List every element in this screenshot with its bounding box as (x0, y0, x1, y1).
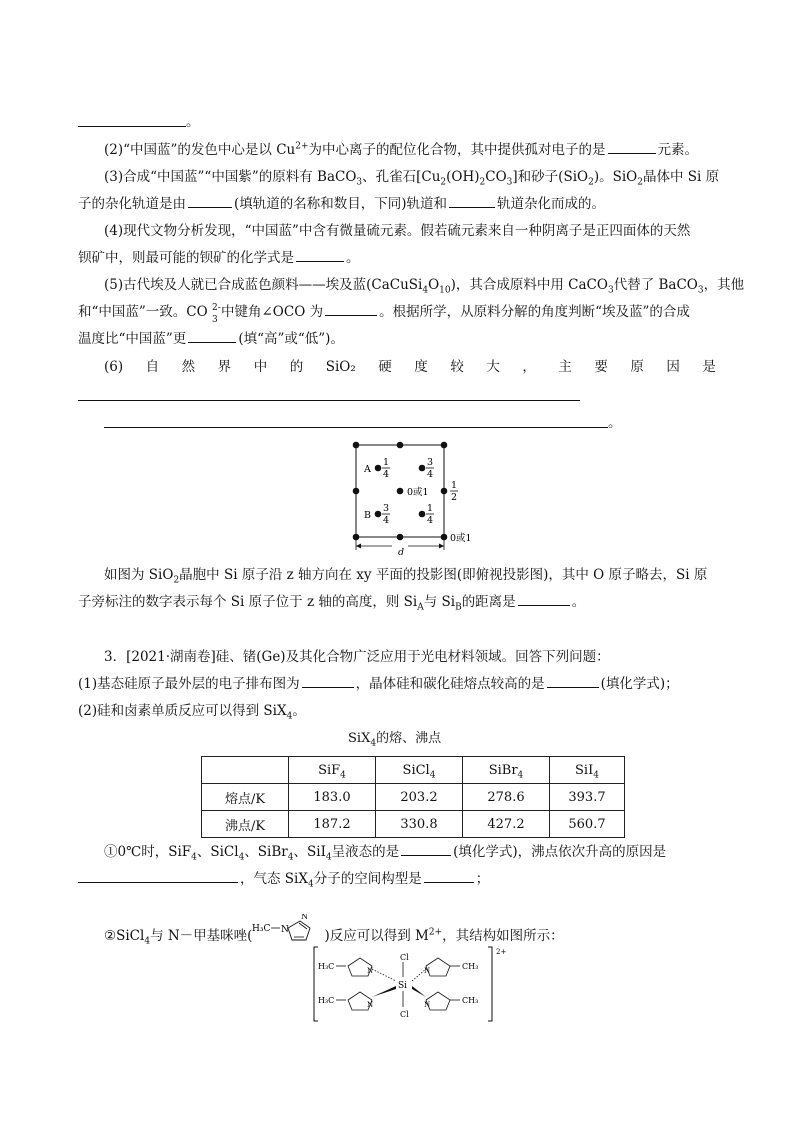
question-2-3-line2: 子的杂化轨道是由 (填轨道的名称和数目，下同)轨道和 轨道杂化而成的。 (78, 196, 606, 212)
question-2-5-line2: 和“中国蓝”一致。CO 2- 3 中键角∠OCO 为 。根据所学，从原料分解的角度判断“埃及蓝”的合成 (78, 303, 690, 325)
question-2-4-line1: (4)现代文物分析发现，“中国蓝”中含有微量硫元素。假若硫元素来自一种阴离子是正四面体的天然 (104, 223, 691, 239)
svg-text:1: 1 (426, 503, 434, 514)
svg-text:2: 2 (450, 492, 458, 503)
text-period: 。 (608, 415, 622, 431)
table-row (202, 784, 625, 811)
question-3-2-sub1-line1: ①0℃时，SiF$_4$、SiCl$_4$、SiBr$_4$、SiI$_4$呈液态的是 (填化学式)，沸点依次升高的原因是 (104, 844, 667, 863)
answer-blank[interactable] (608, 141, 656, 154)
answer-blank[interactable] (78, 870, 238, 883)
row-label: 沸点/K (202, 811, 289, 838)
svg-text:1: 1 (382, 457, 390, 468)
table-cell: 560.7 (550, 811, 625, 838)
table-cell: 203.2 (376, 784, 463, 811)
table-corner-cell (202, 757, 289, 784)
sio2-projection-figure (340, 434, 480, 559)
si-atom (397, 442, 404, 449)
question-2-6: (6) 自 然 界 中 的 SiO₂ 硬 度 较 大 ， 主 要 原 因 是 (104, 359, 716, 375)
svg-text:4: 4 (382, 469, 390, 480)
si-atom-a (375, 465, 382, 472)
svg-text:N: N (367, 1001, 374, 1009)
svg-text:0或1: 0或1 (450, 533, 472, 544)
question-2-4-line2: 钡矿中，则最可能的钡矿的化学式是 。 (78, 250, 360, 266)
si-atom (441, 442, 448, 449)
svg-text:3: 3 (426, 457, 434, 468)
table-header: SiF$_4$ (289, 757, 376, 784)
table-cell: 278.6 (463, 784, 550, 811)
svg-text:N: N (301, 914, 309, 921)
svg-text:1: 1 (450, 480, 458, 491)
svg-text:d: d (398, 547, 405, 558)
svg-text:CH₃: CH₃ (462, 996, 479, 1005)
si-atom (353, 442, 360, 449)
svg-text:N: N (424, 967, 431, 975)
si-atom-b (375, 511, 382, 518)
n-methylimidazole-structure (252, 914, 324, 948)
table-cell: 393.7 (550, 784, 625, 811)
answer-blank[interactable] (449, 195, 495, 208)
answer-blank-line[interactable] (78, 126, 186, 127)
svg-text:Si: Si (398, 981, 408, 991)
answer-blank[interactable] (547, 675, 599, 688)
text-period: 。 (186, 114, 200, 130)
answer-blank[interactable] (424, 870, 474, 883)
svg-text:4: 4 (426, 515, 434, 526)
svg-text:0或1: 0或1 (407, 487, 429, 498)
svg-text:Cl: Cl (400, 953, 409, 962)
question-2-5-line1: (5)古代埃及人就已合成蓝色颜料——埃及蓝$(CaCuSi_4O_{10})$，其合成原料中用 CaCO$_3$代替了 BaCO$_3$，其他 (104, 277, 745, 296)
svg-text:4: 4 (426, 469, 434, 480)
answer-blank[interactable] (296, 249, 344, 262)
si-atom (441, 534, 448, 541)
answer-blank[interactable] (188, 195, 232, 208)
row-label: 熔点/K (202, 784, 289, 811)
question-3-1: (1)基态硅原子最外层的电子排布图为 ，晶体硅和碳化硅熔点较高的是 (填化学式)； (78, 676, 679, 692)
svg-text:CH₃: CH₃ (462, 962, 479, 971)
svg-text:2+: 2+ (496, 948, 507, 956)
si-atom (397, 488, 404, 495)
table-header: SiCl$_4$ (376, 757, 463, 784)
question-2-2: (2)“中国蓝”的发色中心是以 $Cu^{2+}$为中心离子的配位化合物，其中提供孤对电子的是 元素。 (104, 141, 699, 158)
table-cell: 330.8 (376, 811, 463, 838)
si-atom (419, 511, 426, 518)
m2-complex-structure (312, 945, 512, 1023)
table-header: SiBr$_4$ (463, 757, 550, 784)
table-header-row (202, 757, 625, 784)
label-b: B (364, 510, 371, 521)
si-atom (353, 534, 360, 541)
svg-text:N: N (367, 967, 374, 975)
table-caption: SiX$_4$的熔、沸点 (348, 731, 442, 749)
question-3-heading: 3．[2021·湖南卷]硅、锗(Ge)及其化合物广泛应用于光电材料领域。回答下列问题： (104, 649, 610, 665)
answer-blank[interactable] (518, 593, 570, 606)
six4-melting-boiling-table (201, 756, 625, 838)
label-a: A (364, 464, 371, 475)
svg-text:Cl: Cl (400, 1010, 409, 1019)
answer-blank[interactable] (325, 303, 377, 316)
table-cell: 183.0 (289, 784, 376, 811)
svg-text:4: 4 (382, 515, 390, 526)
si-atom (397, 534, 404, 541)
answer-blank[interactable] (302, 675, 354, 688)
si-atom (353, 488, 360, 495)
table-cell: 187.2 (289, 811, 376, 838)
svg-text:N: N (281, 925, 290, 935)
si-atom (419, 465, 426, 472)
table-cell: 427.2 (463, 811, 550, 838)
question-2-3-line1: (3)合成“中国蓝”“中国紫”的原料有 BaCO$_3$、孔雀石$[Cu_2(OH)_2CO_3]$和砂子(SiO$_2$)。SiO$_2$晶体中 Si 原 (104, 169, 720, 188)
question-3-2: (2)硅和卤素单质反应可以得到 SiX$_4$。 (78, 703, 306, 722)
table-header: SiI$_4$ (550, 757, 625, 784)
svg-text:H₃C: H₃C (318, 962, 335, 971)
answer-blank-line[interactable] (104, 427, 608, 428)
answer-blank-line[interactable] (78, 400, 580, 401)
si-atom (441, 488, 448, 495)
question-3-2-sub1-line2: ，气态 SiX$_4$分子的空间构型是 ； (78, 870, 489, 888)
svg-text:H₃C: H₃C (252, 924, 271, 934)
question-2-figure-desc-line1: 如图为 SiO$_2$晶胞中 Si 原子沿 z 轴方向在 xy 平面的投影图(即俯视投影图)，其中 O 原子略去，Si 原 (104, 567, 708, 586)
question-2-5-line3: 温度比“中国蓝”更 (填“高”或“低”)。 (78, 331, 344, 347)
answer-blank[interactable] (401, 843, 451, 856)
table-row (202, 811, 625, 838)
question-2-figure-desc-line2: 子旁标注的数字表示每个 Si 原子位于 z 轴的高度，则 $Si_A$与 $Si_B$的距离是 。 (78, 594, 586, 613)
svg-text:N: N (424, 1001, 431, 1009)
svg-text:H₃C: H₃C (318, 996, 335, 1005)
question-3-2-sub2: ②SiCl$_4$与 N－甲基咪唑( H₃C N N )反应可以得到 $M^{2+}$，其结构如图所示： (104, 914, 564, 947)
svg-text:3: 3 (382, 503, 390, 514)
answer-blank[interactable] (188, 330, 236, 343)
